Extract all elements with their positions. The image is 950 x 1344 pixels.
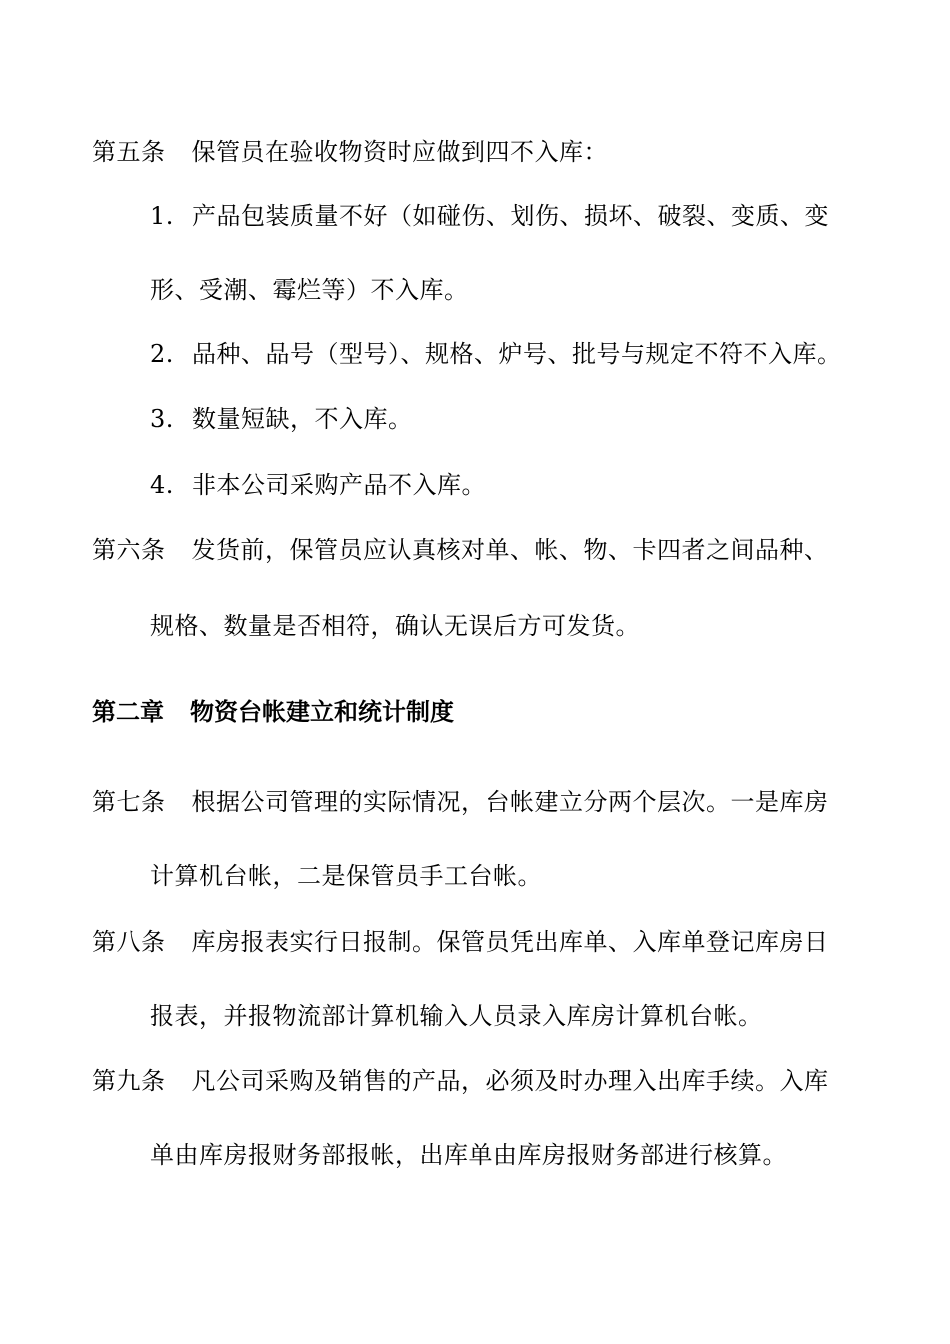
article-6-label: 第六条: [92, 536, 166, 564]
article-7-line-2: [150, 862, 542, 890]
article-8-text: 库房报表实行日报制。保管员凭出库单、入库单登记库房日: [191, 928, 829, 956]
chapter-2-label: 第二章: [92, 698, 164, 726]
article-9-label: 第九条: [92, 1067, 166, 1095]
item-1-number: 1.: [150, 202, 174, 230]
article-7-line-1: [92, 788, 829, 816]
article-5-item-3: [150, 405, 413, 433]
article-5-item-4: [150, 471, 486, 499]
article-6-text: 发货前，保管员应认真核对单、帐、物、卡四者之间品种、: [191, 536, 829, 564]
chapter-2-title: 物资台帐建立和统计制度: [190, 698, 454, 726]
article-9-text-continued: 单由库房报财务部报帐，出库单由库房报财务部进行核算。: [150, 1141, 787, 1169]
article-6-line-2: [150, 612, 640, 640]
chapter-2-heading: [92, 698, 454, 726]
article-5-line-1: [92, 138, 608, 166]
article-9-line-2: [150, 1141, 787, 1169]
article-5-text: 保管员在验收物资时应做到四不入库：: [191, 138, 608, 166]
item-4-number: 4.: [150, 471, 174, 499]
article-8-line-1: [92, 928, 829, 956]
article-5-item-1-line-2: [150, 276, 469, 304]
item-1-text-continued: 形、受潮、霉烂等）不入库。: [150, 276, 469, 304]
article-8-text-continued: 报表，并报物流部计算机输入人员录入库房计算机台帐。: [150, 1002, 763, 1030]
article-6-text-continued: 规格、数量是否相符，确认无误后方可发货。: [150, 612, 640, 640]
item-4-text: 非本公司采购产品不入库。: [192, 471, 486, 499]
item-1-text: 产品包装质量不好（如碰伤、划伤、损坏、破裂、变质、变: [192, 202, 829, 230]
article-8-line-2: [150, 1002, 763, 1030]
article-7-text: 根据公司管理的实际情况，台帐建立分两个层次。一是库房: [191, 788, 829, 816]
article-5-item-2: [150, 340, 842, 368]
item-2-text: 品种、品号（型号）、规格、炉号、批号与规定不符不入库。: [192, 340, 842, 368]
item-3-text: 数量短缺，不入库。: [192, 405, 413, 433]
article-9-line-1: [92, 1067, 829, 1095]
item-2-number: 2.: [150, 340, 174, 368]
item-3-number: 3.: [150, 405, 174, 433]
article-5-item-1-line-1: [150, 202, 829, 230]
article-6-line-1: [92, 536, 829, 564]
article-7-label: 第七条: [92, 788, 166, 816]
article-7-text-continued: 计算机台帐，二是保管员手工台帐。: [150, 862, 542, 890]
article-8-label: 第八条: [92, 928, 166, 956]
article-9-text: 凡公司采购及销售的产品，必须及时办理入出库手续。入库: [191, 1067, 829, 1095]
article-5-label: 第五条: [92, 138, 166, 166]
